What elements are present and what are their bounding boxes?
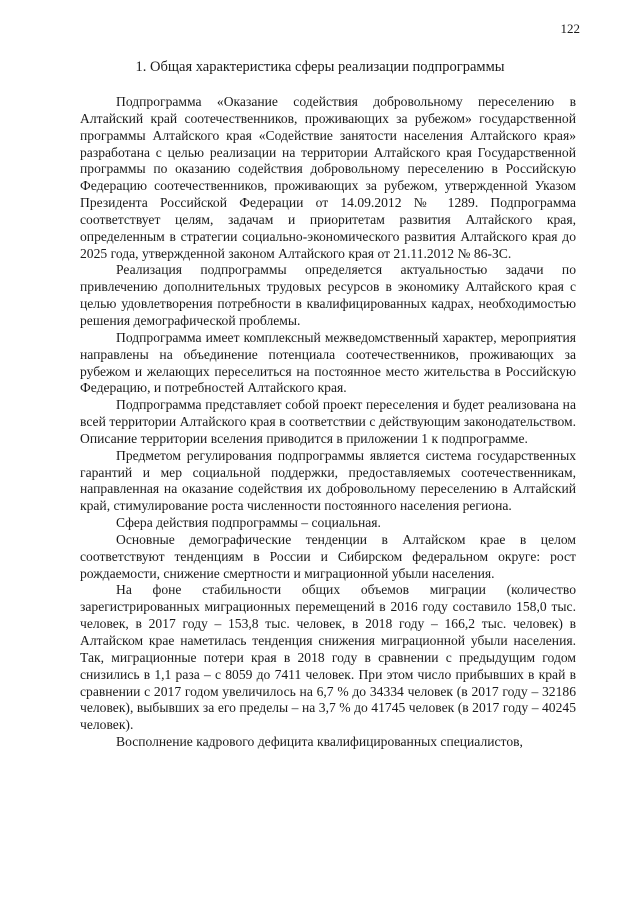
paragraph: Предметом регулирования подпрограммы является система государственных гарантий и мер социальной поддержки, предоставляемых соотечественникам, направленная на оказание содействия их добровольному переселению в Алтайский край, стимулирование роста численности постоянного населения региона. bbox=[80, 447, 576, 514]
paragraph: Реализация подпрограммы определяется актуальностью задачи по привлечению дополнительных трудовых ресурсов в экономику Алтайского края с целью удовлетворения потребности в квалифицированных кадрах, необходимостью решения демографической проблемы. bbox=[80, 262, 576, 328]
paragraph: Основные демографические тенденции в Алтайском крае в целом соответствуют тенденциям в России и Сибирском федеральном округе: рост рождаемости, снижение смертности и миграционной убыли населения. bbox=[80, 531, 576, 581]
paragraph: Сфера действия подпрограммы – социальная. bbox=[116, 515, 381, 531]
paragraph: Подпрограмма представляет собой проект переселения и будет реализована на всей территории Алтайского края в соответствии с действующим законодательством. Описание территории вселения приводится в приложении 1 к подпрограмме. bbox=[80, 397, 576, 446]
page-number: 122 bbox=[560, 21, 580, 36]
paragraph: Подпрограмма имеет комплексный межведомственный характер, мероприятия направлены на объединение потенциала соотечественников, проживающих за рубежом и желающих переселиться на постоянное место жительства в Российскую Федерацию, и потребностей Алтайского края. bbox=[80, 329, 576, 396]
body-text bbox=[80, 94, 576, 751]
paragraph: Подпрограмма «Оказание содействия добровольному переселению в Алтайский край соотечественников, проживающих за рубежом» государственной программы Алтайского края «Содействие занятости населения Алтайского края» разработана с целью реализации на территории Алтайского края Государственной программы по оказанию содействия добровольному переселению в Российскую Федерацию соотечественников, проживающих за рубежом, утвержденной Указом Президента Российской Федерации от 14.09.2012 № 1289. Подпрограмма соответствует целям, задачам и приоритетам развития Алтайского края, определенным в стратегии социально-экономического развития Алтайского края до 2025 года, утвержденной законом Алтайского края от 21.11.2012 № 86-ЗС. bbox=[80, 94, 576, 261]
paragraph: На фоне стабильности общих объемов миграции (количество зарегистрированных миграционных перемещений в 2016 году составило 158,0 тыс. человек, в 2017 году – 153,8 тыс. человек, в 2018 году – 166,2 тыс. человек) в Алтайском крае наметилась тенденция снижения миграционной убыли населения. Так, миграционные потери края в 2018 году в сравнении с предыдущим годом снизились в 1,1 раза – с 8059 до 7411 человек. При этом число прибывших в край в сравнении с 2017 годом увеличилось на 6,7 % до 34334 человек (в 2017 году – 32186 человек), выбывших за его пределы – на 3,7 % до 41745 человек (в 2017 году – 40245 человек). bbox=[80, 582, 576, 733]
paragraph: Восполнение кадрового дефицита квалифицированных специалистов, bbox=[116, 734, 523, 750]
section-heading: 1. Общая характеристика сферы реализации подпрограммы bbox=[135, 59, 505, 75]
